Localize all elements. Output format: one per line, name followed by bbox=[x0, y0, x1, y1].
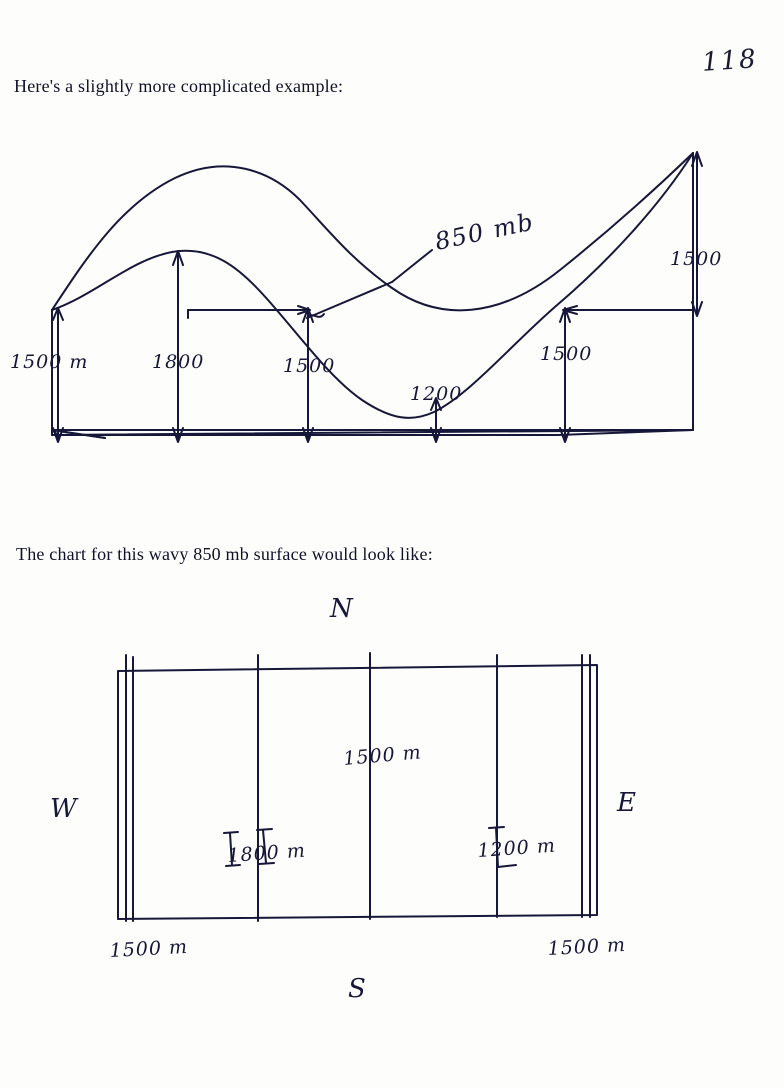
label-north: N bbox=[330, 594, 354, 624]
figure-top-3d-surface bbox=[0, 110, 784, 580]
label-west: W bbox=[50, 794, 78, 824]
caption-bottom: The chart for this wavy 850 mb surface would look like: bbox=[16, 544, 433, 564]
label-south: S bbox=[348, 974, 367, 1004]
label-east: E bbox=[617, 788, 637, 818]
label-850mb: 850 mb bbox=[432, 207, 537, 256]
caption-top: Here's a slightly more complicated example: bbox=[14, 76, 344, 96]
label-trough-1200: 1200 bbox=[410, 383, 463, 405]
label-left-edge-1500m: 1500 m bbox=[10, 351, 89, 373]
label-high-1800m: 1800 m bbox=[226, 839, 307, 867]
label-mid-east-1500: 1500 bbox=[540, 343, 593, 365]
label-mid-west-1500: 1500 bbox=[283, 355, 336, 377]
figure-bottom-contour-chart bbox=[0, 585, 784, 1015]
label-low-1200m: 1200 m bbox=[476, 834, 557, 862]
label-right-edge-1500: 1500 bbox=[670, 248, 723, 270]
label-east-edge-1500m: 1500 m bbox=[547, 933, 627, 960]
page-number: 118 bbox=[701, 44, 759, 78]
label-west-edge-1500m: 1500 m bbox=[109, 935, 189, 962]
label-ridge-1800: 1800 bbox=[152, 351, 205, 373]
label-center-contour-1500m: 1500 m bbox=[342, 741, 423, 770]
